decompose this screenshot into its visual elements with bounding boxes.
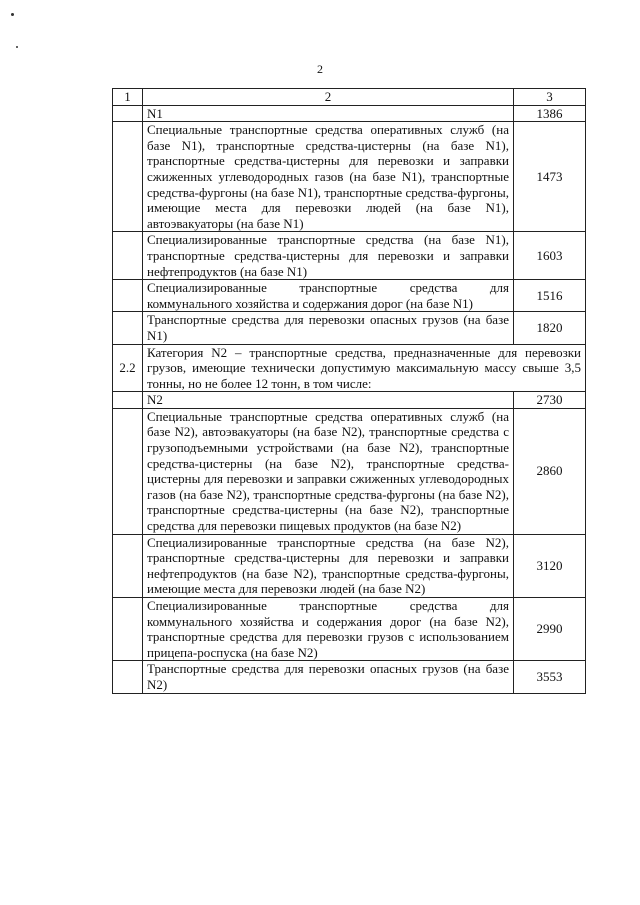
scan-speck bbox=[11, 13, 14, 16]
table-row bbox=[113, 312, 586, 344]
row-number bbox=[113, 232, 143, 280]
row-description: N2 bbox=[143, 392, 514, 409]
row-description: Специализированные транспортные средства (на базе N2), транспортные средства-цистерны для перевозки и заправки нефтепродуктов (на базе N2), транспортные средства-фургоны, имеющие места для перевозки людей (на базе N2) bbox=[143, 534, 514, 597]
row-number bbox=[113, 122, 143, 232]
row-description: N1 bbox=[143, 105, 514, 122]
header-cell: 2 bbox=[143, 89, 514, 106]
row-number bbox=[113, 661, 143, 693]
row-number bbox=[113, 534, 143, 597]
row-value: 3120 bbox=[514, 534, 586, 597]
row-value: 2860 bbox=[514, 408, 586, 534]
row-value: 1820 bbox=[514, 312, 586, 344]
row-number bbox=[113, 598, 143, 661]
scan-speck bbox=[16, 46, 18, 48]
row-number: 2.2 bbox=[113, 344, 143, 392]
tariff-table bbox=[112, 88, 586, 694]
row-number bbox=[113, 280, 143, 312]
table-row bbox=[113, 598, 586, 661]
table-row bbox=[113, 232, 586, 280]
row-description: Транспортные средства для перевозки опасных грузов (на базе N2) bbox=[143, 661, 514, 693]
table-row bbox=[113, 661, 586, 693]
row-description: Специализированные транспортные средства для коммунального хозяйства и содержания дорог (на базе N1) bbox=[143, 280, 514, 312]
row-number bbox=[113, 408, 143, 534]
table-row bbox=[113, 408, 586, 534]
row-value: 3553 bbox=[514, 661, 586, 693]
header-cell: 1 bbox=[113, 89, 143, 106]
row-number bbox=[113, 105, 143, 122]
row-description: Специализированные транспортные средства (на базе N1), транспортные средства-цистерны для перевозки и заправки нефтепродуктов (на базе N1) bbox=[143, 232, 514, 280]
row-value: 1386 bbox=[514, 105, 586, 122]
table-header-row bbox=[113, 89, 586, 106]
table-row bbox=[113, 122, 586, 232]
row-description: Специализированные транспортные средства для коммунального хозяйства и содержания дорог (на базе N2), транспортные средства для перевозки грузов с использованием прицепа-роспуска (на базе N2) bbox=[143, 598, 514, 661]
row-description: Специальные транспортные средства оперативных служб (на базе N1), транспортные средства-цистерны (на базе N1), транспортные средства-цистерны для перевозки и заправки сжиженных углеводородных газов (на базе N1), транспортные средства-фургоны (на базе N1), транспортные средства-фургоны, имеющие места для перевозки людей (на базе N1), автоэвакуаторы (на базе N1) bbox=[143, 122, 514, 232]
table-row bbox=[113, 105, 586, 122]
row-value: 2990 bbox=[514, 598, 586, 661]
row-value: 1473 bbox=[514, 122, 586, 232]
category-description: Категория N2 – транспортные средства, предназначенные для перевозки грузов, имеющие технически допустимую максимальную массу свыше 3,5 тонны, но не более 12 тонн, в том числе: bbox=[143, 344, 586, 392]
table-row bbox=[113, 392, 586, 409]
row-value: 1603 bbox=[514, 232, 586, 280]
header-cell: 3 bbox=[514, 89, 586, 106]
page-number: 2 bbox=[317, 62, 323, 76]
row-number bbox=[113, 392, 143, 409]
table-row bbox=[113, 534, 586, 597]
row-description: Транспортные средства для перевозки опасных грузов (на базе N1) bbox=[143, 312, 514, 344]
row-description: Специальные транспортные средства оперативных служб (на базе N2), автоэвакуаторы (на базе N2), транспортные средства с грузоподъемными устройствами (на базе N2), транспортные средства-цистерны (на базе N2), транспортные средства-цистерны для перевозки и заправки сжиженных углеводородных газов (на базе N2), транспортные средства-фургоны (на базе N2), транспортные средства-цистерны (на базе N2), транспортные средства для перевозки пищевых продуктов (на базе N2) bbox=[143, 408, 514, 534]
row-number bbox=[113, 312, 143, 344]
table-row bbox=[113, 280, 586, 312]
row-value: 2730 bbox=[514, 392, 586, 409]
category-row bbox=[113, 344, 586, 392]
row-value: 1516 bbox=[514, 280, 586, 312]
